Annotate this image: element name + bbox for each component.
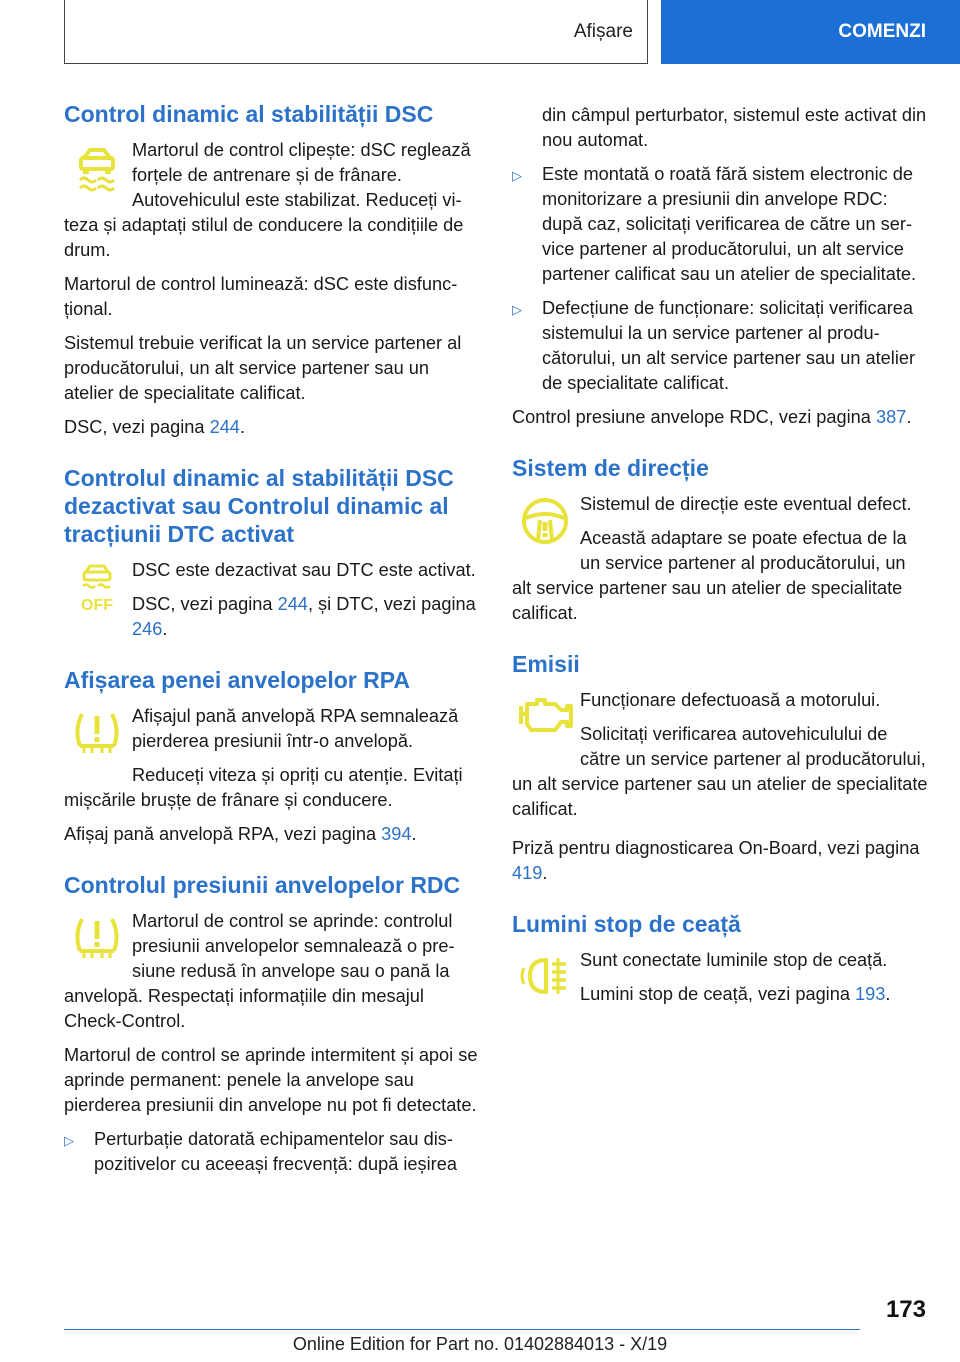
page-reference: Control presiune anvelope RDC, vezi pagina 387.: [512, 407, 912, 427]
list-item: ▷ Perturbație datorată echipamentelor sau dispozitivelor cu aceeași frecvență: după ieșirea: [64, 1129, 457, 1174]
warning-block: [64, 704, 480, 813]
page-reference: Afișaj pană anvelopă RPA, vezi pagina 394.: [64, 824, 417, 844]
section-title: Lumini stop de ceață: [512, 911, 741, 937]
header-chapter-tab: [661, 0, 960, 64]
paragraph: DSC este dezactivat sau DTC este activat.: [132, 560, 476, 580]
section-title: Controlul dinamic al stabilității DSC dezactivat sau Controlul dinamic al tracțiunii DTC activat: [64, 465, 454, 547]
section-rpa: [64, 666, 480, 847]
right-column: [512, 103, 928, 1031]
paragraph: Martorul de control se aprinde: controlul presiunii anvelopelor semnalează o presiune redusă în anvelope sau o pană la anvelopă. Respectați informațiile din mesajul Check-Control.: [64, 911, 455, 1031]
warning-block: [64, 909, 480, 1034]
section-title: Controlul presiunii anvelopelor RDC: [64, 872, 461, 898]
page-link[interactable]: 244: [209, 417, 240, 437]
warning-block: [64, 558, 480, 642]
paragraph: Martorul de control clipește: dSC reglează forțele de antrenare și de frânare. Autovehiculul este stabilizat. Reduceți viteza și adaptați stilul de conducere la condițiile de drum.: [64, 140, 471, 260]
page-link[interactable]: 419: [512, 863, 543, 883]
bullet-list: [64, 1127, 480, 1177]
header-section-label: Afișare: [573, 20, 633, 42]
svg-text:OFF: OFF: [81, 597, 113, 614]
list-item: din câmpul perturbator, sistemul este activat din nou automat.: [542, 105, 927, 150]
header-section-tab: [64, 0, 648, 64]
bullet-triangle-icon: ▷: [64, 1133, 74, 1148]
list-item: ▷ Este montată o roată fără sistem electronic de monitorizare a presiunii din anvelope RDC: după caz, solicitați verificarea de către un service partener al producătorului, un alt service partener calificat sau un atelier de specialitate.: [512, 164, 917, 284]
warning-block: [64, 138, 480, 263]
paragraph: Sistemul de direcție este eventual defect.: [580, 494, 912, 514]
warning-block: [512, 492, 928, 626]
section-dsc-off: [64, 464, 480, 642]
page-reference: Priză pentru diagnosticarea On-Board, vezi pagina 419.: [512, 838, 920, 883]
dsc-off-icon: [64, 562, 130, 618]
page-reference: DSC, vezi pagina 244, și DTC, vezi pagina 246.: [132, 594, 476, 639]
tire-pressure-icon: [64, 913, 130, 969]
paragraph: Reduceți viteza și opriți cu atenție. Evitați mișcările brușțe de frânare și conducere.: [64, 765, 463, 810]
section-rdc: [64, 871, 480, 1177]
warning-block: [512, 688, 928, 822]
left-column: [64, 100, 480, 1201]
warning-block: [512, 948, 928, 1007]
page-link[interactable]: 244: [277, 594, 308, 614]
paragraph: Afișajul pană anvelopă RPA semnalează pierderea presiunii într-o anvelopă.: [132, 706, 459, 751]
header-chapter-label: COMENZI: [838, 21, 926, 42]
paragraph: Sunt conectate luminile stop de ceață.: [580, 950, 888, 970]
section-title: Control dinamic al stabilității DSC: [64, 101, 434, 127]
page-link[interactable]: 246: [132, 619, 163, 639]
list-item: ▷ Defecțiune de funcționare: solicitați verificarea sistemului la un service partener al producătorului, un alt service partener sau un atelier de specialitate calificat.: [512, 298, 916, 393]
bullet-triangle-icon: ▷: [512, 302, 522, 317]
section-fog-lights: [512, 910, 928, 1007]
page-reference: Lumini stop de ceață, vezi pagina 193.: [580, 984, 891, 1004]
paragraph: Sistemul trebuie verificat la un service partener al producătorului, un alt service partener sau un atelier de specialitate calificat.: [64, 333, 462, 403]
section-steering: [512, 454, 928, 626]
section-title: Afișarea penei anvelopelor RPA: [64, 667, 410, 693]
dsc-icon: [64, 142, 130, 198]
paragraph: Solicitați verificarea autovehiculului de către un service partener al producătorului, un alt service partener sau un atelier de specialitate calificat.: [512, 724, 928, 819]
footer-edition: Online Edition for Part no. 01402884013 - X/19: [292, 1334, 668, 1354]
steering-icon: [512, 496, 578, 552]
page-number: 173: [885, 1296, 926, 1323]
page-link[interactable]: 193: [855, 984, 886, 1004]
page-link[interactable]: 387: [875, 407, 907, 427]
section-dsc: [64, 100, 480, 440]
section-emissions: [512, 650, 928, 886]
bullet-list: [512, 103, 928, 396]
paragraph: Martorul de control se aprinde intermitent și apoi se aprinde permanent: penele la anvelope sau pierderea presiunii din anvelope nu pot fi detectate.: [64, 1045, 478, 1115]
footer-divider: [64, 1329, 860, 1330]
section-title: Sistem de direcție: [512, 455, 709, 481]
page-reference: DSC, vezi pagina 244.: [64, 417, 245, 437]
paragraph: Această adaptare se poate efectua de la un service partener al producătorului, un alt service partener sau un atelier de specialitate calificat.: [512, 528, 907, 623]
fog-light-icon: [512, 952, 578, 1008]
page-link[interactable]: 394: [381, 824, 412, 844]
engine-icon: [512, 692, 578, 748]
paragraph: Martorul de control luminează: dSC este disfuncțional.: [64, 274, 458, 319]
section-title: Emisii: [512, 651, 580, 677]
paragraph: Funcționare defectuoasă a motorului.: [580, 690, 881, 710]
section-rdc-continued: [512, 103, 928, 430]
bullet-triangle-icon: ▷: [512, 168, 522, 183]
tire-pressure-icon: [64, 708, 130, 764]
